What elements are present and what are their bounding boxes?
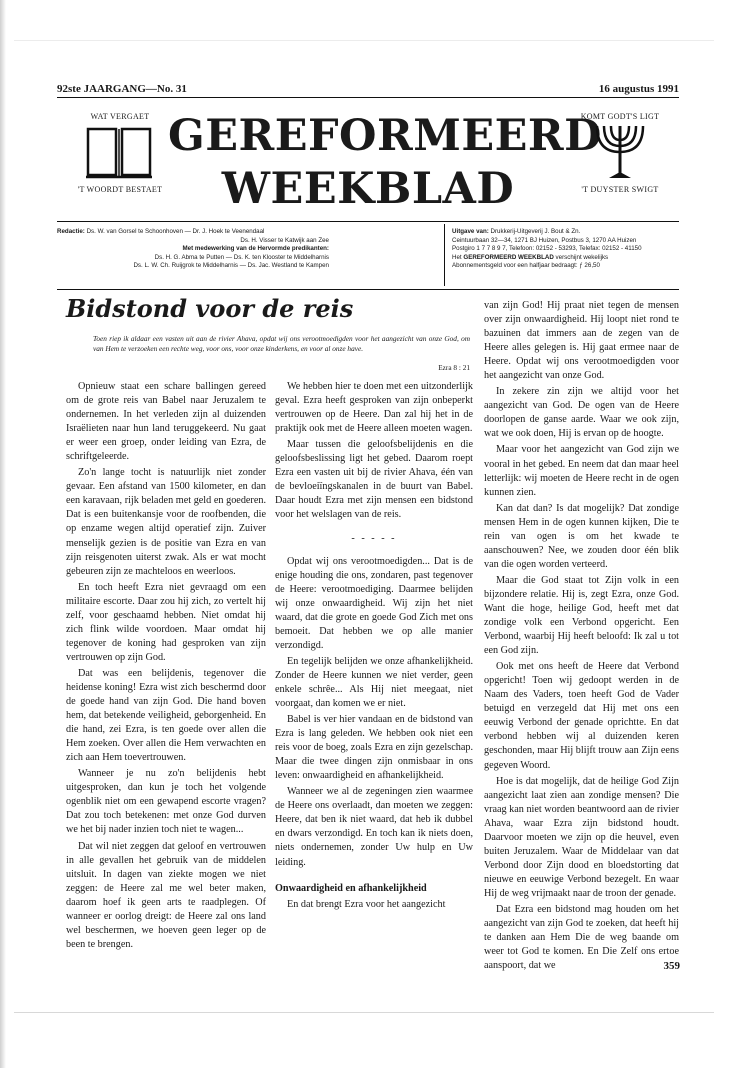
issue-date: 16 augustus 1991	[598, 83, 679, 95]
publisher-line-2: Ceintuurbaan 32—34, 1271 BJ Huizen, Postbus 3, 1270 AA Huizen	[452, 236, 637, 244]
motto-bottom-left: 'T WOORDT BESTAET	[77, 185, 163, 194]
motto-bottom-right: 'T DUYSTER SWIGT	[581, 185, 659, 194]
credits-divider	[444, 224, 445, 286]
scan-bottom-edge	[14, 1012, 714, 1013]
paragraph: We hebben hier te doen met een uitzonderlijk geval. Ezra heeft gesproken van zijn onbeperkt vertrouwen op de Heere. Dan zal hij het in de praktijk ook met de Heere alleen moeten wagen.	[275, 381, 473, 435]
section-subheading: Onwaardigheid en afhankelijkheid	[275, 882, 427, 894]
article-column-2	[275, 380, 473, 950]
paragraph: Maar tussen die geloofsbelijdenis en die geloofsbeslissing ligt het gebed. Daarom roept Ezra een vasten uit bij de rivier Ahava, één van de bevloeiïngskanalen in de buurt van Babel. Daar houdt Ezra met zijn mensen een bidstond voor het welslagen van de reis.	[275, 439, 473, 521]
issue-meta	[57, 79, 679, 95]
publisher-label: Uitgave van:	[452, 228, 489, 235]
masthead-rule	[57, 221, 679, 222]
editorial-credits	[57, 228, 329, 271]
paragraph: Kan dat dan? Is dat mogelijk? Dat zondige mensen Hem in de ogen kunnen kijken, Die te rein van ogen is om het kwade te aanschouwen? Nee, we zouden door één blik van die ogen worden verteerd.	[484, 502, 679, 570]
paragraph: Maar die God staat tot Zijn volk in een bijzondere relatie. Hij is, zegt Ezra, onze God. Want die hoge, heilige God, heeft met dat zondige volk een Verbond opgericht. Een Verbond, waarbij Hij heeft beloofd: Ik zal u tot een God zijn.	[484, 574, 679, 657]
volume-number: 92ste JAARGANG—No. 31	[57, 83, 187, 95]
paragraph: En tegelijk belijden we onze afhankelijkheid. Zonder de Heere kunnen we niet verder, geen enkele schrêe... Als Hij niet meegaat, niet voorgaat, dan komen we er niet.	[275, 655, 473, 709]
publisher-line-4-suffix: verschijnt wekelijks	[555, 253, 609, 261]
credits-line-5: Ds. L. W. Ch. Ruijgrok te Middelharnis — Ds. Jac. Westland te Kampen	[133, 262, 329, 270]
paragraph: Opdat wij ons verootmoedigden... Dat is de enige houding die ons, zondaren, past tegenover de Heere: verootmoediging. Daarmee belijden wij onze onwaardigheid. Wij zijn het niet waard, dat die grote en goede God Zich met ons bemoeit. Dat hebben we op alle manier verzondigd.	[275, 555, 473, 651]
paragraph: Dat Ezra een bidstond mag houden om het aangezicht van zijn God te zoeken, dat heeft hij te danken aan Hem Die de weg baande om weer tot God te komen. En Die Zelf ons ertoe aanspoort, dat we	[484, 903, 679, 972]
credits-line-2: Ds. H. Visser te Katwijk aan Zee	[240, 236, 329, 244]
paragraph: Opnieuw staat een schare ballingen gereed om de grote reis van Babel naar Jeruzalem te ondernemen. In het verleden zijn al duizenden Israëlieten naar hun land teruggekeerd. Nu gaat er weer een groep, onder leiding van Ezra, de schriftgeleerde.	[66, 381, 266, 463]
paragraph: Wanneer we al de zegeningen zien waarmee de Heere ons overlaadt, dan moeten we zeggen: Heere, dat ben ik niet waard, dat heb ik dubbel en dwars verzondigd. En toch kan ik niets doen, niets ondernemen, zonder Uw hulp en Uw leiding.	[275, 786, 473, 868]
masthead-line-2: WEEKBLAD	[221, 164, 515, 214]
credits-line-1: Ds. W. van Gorsel te Schoonhoven — Dr. J. Hoek te Veenendaal	[86, 228, 265, 235]
paragraph: En dat brengt Ezra voor het aangezicht	[287, 898, 446, 910]
paragraph: Zo'n lange tocht is natuurlijk niet zonder gevaar. Een afstand van 1500 kilometer, en dan een karavaan, rijk beladen met geld en goederen. Dat is een buitenkansje voor de roofbenden, die op enzame wegen altijd operatief zijn. Zuiver menselijk gezien is de positie van Ezra en van zijn reisgenoten uiterst zwak. Als er wat mocht gebeuren zijn ze machteloos en weerloos.	[66, 467, 266, 577]
masthead-line-1: GEREFORMEERD	[168, 111, 602, 161]
section-separator: - - - - -	[351, 533, 397, 545]
paragraph: Ook met ons heeft de Heere dat Verbond opgericht! Toen wij gedoopt werden in de Naam des Vaders, toen heeft God de Vader betuigd en verzegeld dat Hij met ons een eeuwig Verbond der genade oprichtte. En dat verbond hebben wij al duizenden keren geschonden, maar Hij blijft trouw aan Zijn eens gegeven Woord.	[484, 661, 679, 771]
motto-top-left: WAT VERGAET	[90, 112, 150, 121]
paragraph: In zekere zin zijn we altijd voor het aangezicht van God. De ogen van de Heere doorlopen de ganse aarde. Waar we ook zijn, wat we ook doen, Hij is ervan op de hoogte.	[484, 386, 679, 440]
paragraph: Dat wil niet zeggen dat geloof en vertrouwen in alle gevallen het gebruik van de middelen uitsluit. In dagen van ziekte mogen we niet zeggen: de Heere zal me wel beter maken, daarom hoef ik geen arts te raadplegen. Of wanneer er oorlog dreigt: de Heere zal ons land wel beschermen, we hoeven geen leger op de been te brengen.	[66, 840, 266, 950]
header-bottom-rule	[57, 289, 679, 290]
article-column-1	[66, 380, 266, 950]
paragraph: Maar voor het aangezicht van God zijn we vooral in het gebed. En neem dat dan maar heel letterlijk: wij moeten de Heere recht in de ogen kunnen zien.	[484, 444, 679, 498]
paragraph: Babel is ver hier vandaan en de bidstond van Ezra is lang geleden. We hebben ook niet een reis voor de boeg, zoals Ezra en zijn gezelschap. Maar die twee dingen zijn onmisbaar in ons leven: onwaardigheid en afhankelijkheid.	[275, 714, 473, 782]
article-title: Bidstond voor de reis	[66, 294, 354, 323]
publisher-line-5: Abonnementsgeld voor een halfjaar bedraagt: ƒ 26,50	[452, 262, 600, 270]
page-number: 359	[663, 960, 680, 972]
credits-line-4: Ds. H. G. Abma te Putten — Ds. K. ten Klooster te Middelharnis	[154, 253, 329, 261]
epigraph-reference: Ezra 8 : 21	[438, 363, 470, 372]
scan-edge-shadow	[0, 0, 6, 1068]
credits-label: Redactie:	[57, 228, 85, 235]
epigraph: Toen riep ik aldaar een vasten uit aan de rivier Ahava, opdat wij ons verootmoedigden voor het aangezicht van onze God, om van Hem te verzoeken een rechte weg, voor ons, voor onze kinderkens, en voor al onze have.	[93, 334, 470, 353]
paragraph: Dat was een belijdenis, tegenover die heidense koning! Ezra wist zich beschermd door de goede hand van zijn God. Die hand boven hem, dat betekende veiligheid, geborgenheid. En die hand, zei Ezra, is ten goede over allen die Hem zoeken. Over allen die Hem verwachten en zich aan Hem toevertrouwen.	[66, 667, 266, 764]
credits-line-3: Met medewerking van de Hervormde predikanten:	[182, 245, 329, 253]
paragraph: van zijn God! Hij praat niet tegen de mensen over zijn onwaardigheid. Hij loopt niet rond te bazuinen dat immers aan de zegen van de Heere alles gelegen is. Hij gaat ermee naar de Heere. Opdat wij ons verootmoedigden voor het aangezicht van onze God.	[484, 300, 679, 382]
paragraph: Wanneer je nu zo'n belijdenis hebt uitgesproken, dan kun je toch het volgende ogenblik niet om een gewapend escorte vragen? Dat zou toch betekenen: met onze God durven we het bij nader inzien toch niet te wagen...	[66, 768, 266, 836]
paragraph: Hoe is dat mogelijk, dat de heilige God Zijn aangezicht laat zien aan zondige mensen? Die vraag kan niet worden beantwoord aan de rivier Ahava, waar Ezra zijn bidstond houdt. Daarvoor moeten we zijn op die heuvel, even buiten Jeruzalem. Waar de Middelaar van dat Verbond door Zijn dood en bloedstorting dat nieuwe en eeuwige Verbond bezegelt. En waar Hij de weg vrijmaakt naar de troon der genade.	[484, 775, 679, 899]
paragraph: En toch heeft Ezra niet gevraagd om een militaire escorte. Daar zou hij zich, zo vertelt hij zelf, voor geschaamd hebben. Niet omdat hij zich flink wilde voordoen. Maar omdat hij tegenover de koning had gesproken van zijn vertrouwen op zijn God.	[66, 581, 266, 663]
menorah-icon	[591, 122, 649, 182]
publisher-line-1: Drukkerij-Uitgeverij J. Bout & Zn.	[490, 228, 581, 235]
masthead-title	[168, 110, 602, 216]
publisher-line-4-prefix: Het	[452, 253, 462, 261]
motto-top-right: KOMT GODT'S LIGT	[580, 112, 660, 121]
top-rule	[57, 97, 679, 98]
publisher-info	[452, 228, 682, 271]
scan-top-edge	[14, 40, 714, 41]
open-book-icon	[84, 125, 154, 181]
publisher-line-4-name: GEREFORMEERD WEEKBLAD	[463, 253, 554, 261]
publisher-line-3: Postgiro 1 7 7 8 9 7, Telefoon: 02152 - 53293, Telefax: 02152 - 41150	[452, 245, 642, 253]
